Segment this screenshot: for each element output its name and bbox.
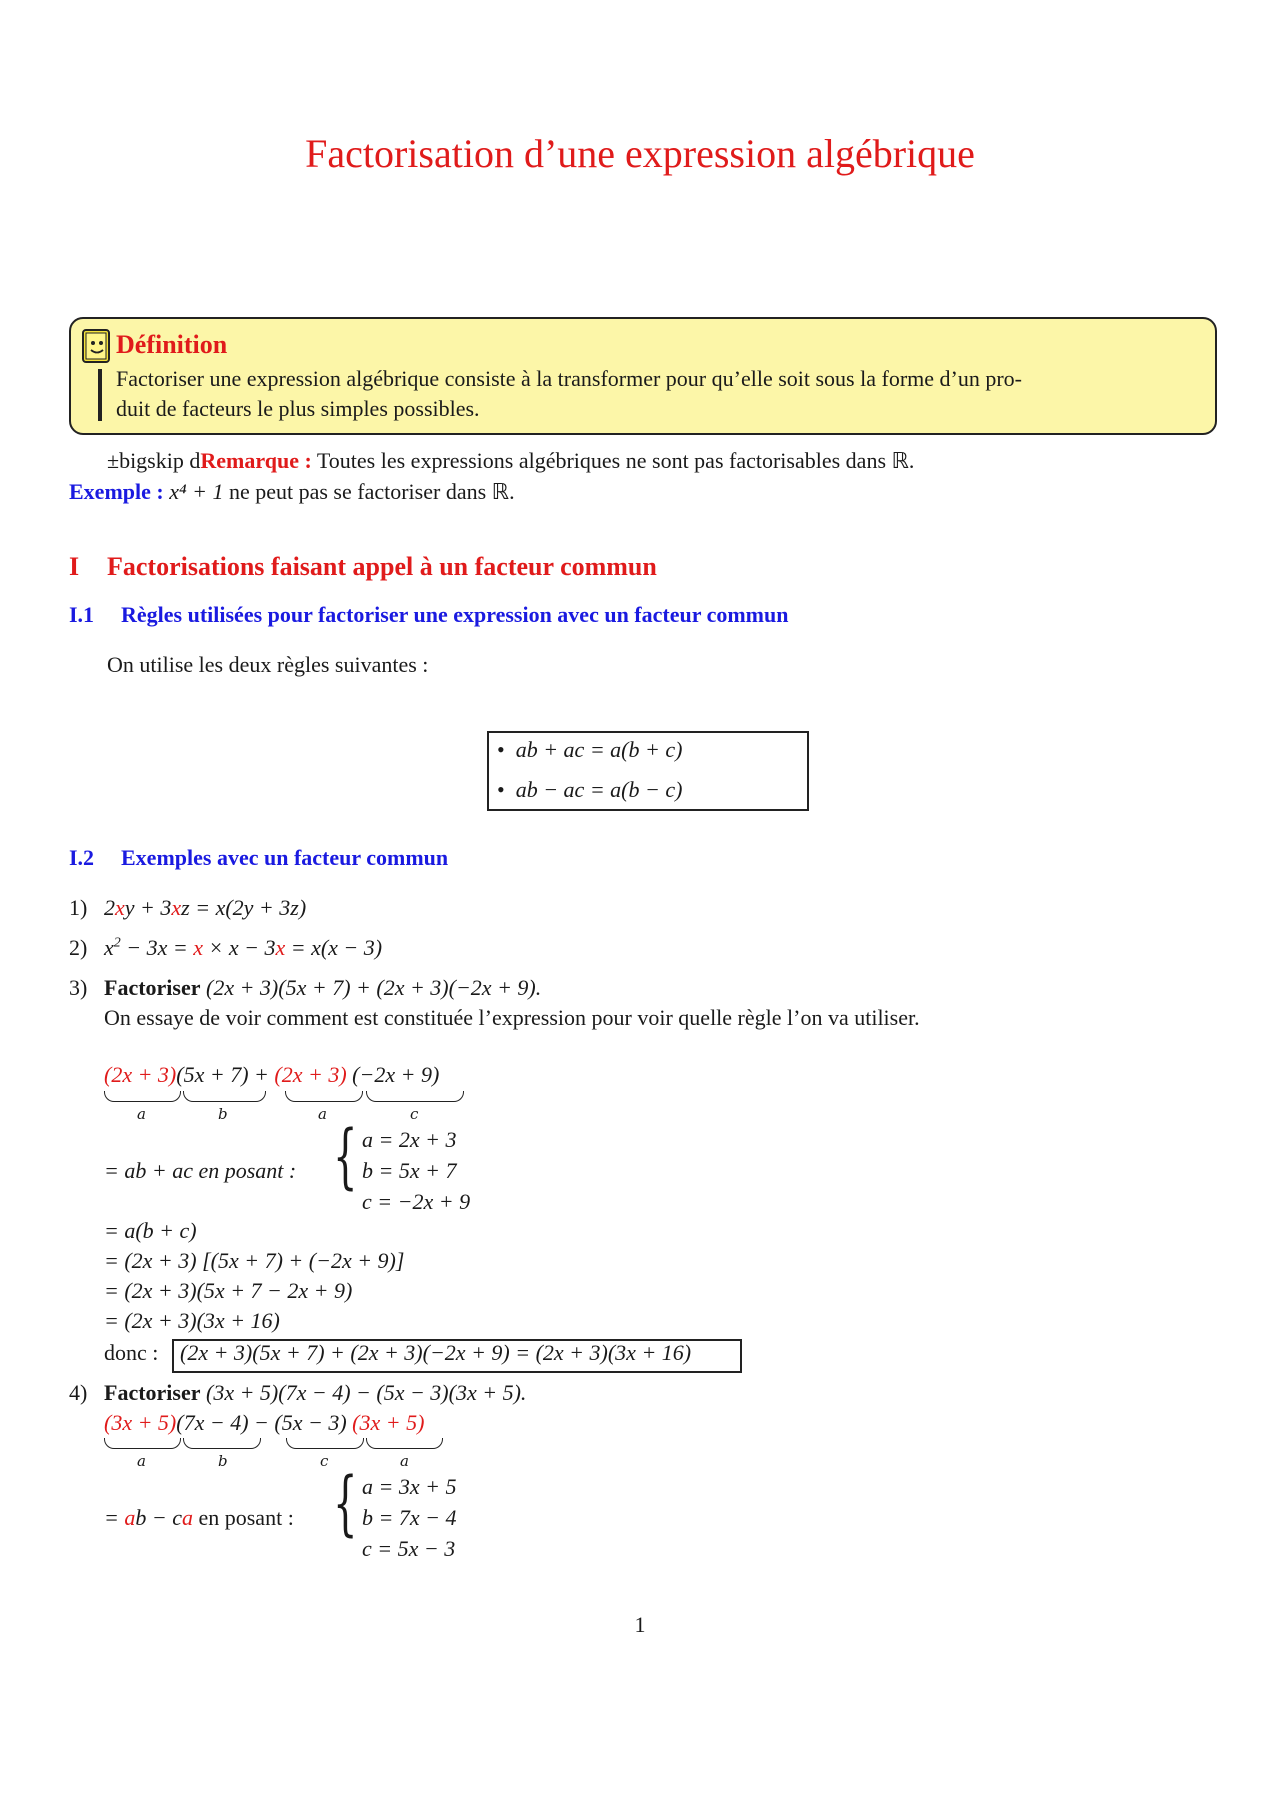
system4-line-2: b = 7x − 4 (362, 1505, 457, 1530)
system-line-3: c = −2x + 9 (362, 1189, 471, 1214)
brace-a1 (104, 1091, 181, 1102)
step-2: = (2x + 3) [(5x + 7) + (−2x + 9)] (104, 1248, 405, 1273)
example-1-number: 1) (69, 895, 88, 920)
remarque-prefix: ±bigskip d (107, 448, 201, 473)
definition-line-2: duit de facteurs le plus simples possibles. (116, 396, 480, 421)
subsection-1-number: I.1 (69, 602, 95, 627)
exemple-text: ne peut pas se factoriser dans ℝ. (223, 479, 515, 504)
system-line-1: a = 2x + 3 (362, 1127, 457, 1152)
definition-heading: Définition (116, 330, 228, 359)
donc-label: donc : (104, 1340, 159, 1365)
system-line-2: b = 5x + 7 (362, 1158, 457, 1183)
page-number: 1 (634, 1612, 646, 1637)
exemple-label: Exemple : (69, 479, 164, 504)
brace-b (183, 1091, 266, 1102)
remarque-line (107, 448, 914, 474)
subsection-2-title: Exemples avec un facteur commun (121, 845, 449, 870)
system4-brace: { (333, 1462, 358, 1544)
example-4-posant: = ab − ca en posant : (104, 1505, 294, 1530)
label4-c: c (320, 1452, 329, 1470)
subsection-1-title: Règles utilisées pour factoriser une expression avec un facteur commun (121, 602, 789, 627)
exemple-math: x⁴ + 1 (169, 479, 224, 504)
label4-a1: a (137, 1452, 146, 1470)
system4-line-1: a = 3x + 5 (362, 1474, 457, 1499)
step-3: = (2x + 3)(5x + 7 − 2x + 9) (104, 1278, 353, 1303)
example-3-comment: On essaye de voir comment est constituée l’expression pour voir quelle règle l’on va utiliser. (104, 1005, 920, 1030)
subsection-2-number: I.2 (69, 845, 95, 870)
example-4-expression: (3x + 5)(7x − 4) − (5x − 3) (3x + 5) (104, 1410, 425, 1435)
remarque-label: Remarque : (200, 448, 312, 473)
rule-2: • ab − ac = a(b − c) (497, 777, 683, 802)
remarque-text: Toutes les expressions algébriques ne sont pas factorisables dans ℝ. (311, 448, 915, 473)
book-icon (80, 326, 114, 366)
step-4: = (2x + 3)(3x + 16) (104, 1308, 280, 1333)
section-1-title: Factorisations faisant appel à un facteur commun (107, 552, 657, 581)
brace4-a1 (104, 1438, 181, 1449)
brace4-b (183, 1438, 261, 1449)
example-3-expression: (2x + 3)(5x + 7) + (2x + 3) (−2x + 9) (104, 1062, 440, 1087)
brace4-c (286, 1438, 364, 1449)
definition-line-1: Factoriser une expression algébrique consiste à la transformer pour qu’elle soit sous la forme d’un pro- (116, 366, 1023, 391)
label-a1: a (137, 1105, 146, 1123)
label4-b: b (218, 1452, 228, 1470)
example-3-number: 3) (69, 975, 88, 1000)
exemple-line (69, 479, 515, 505)
example-4-number: 4) (69, 1380, 88, 1405)
example-1-math: 2xy + 3xz = x(2y + 3z) (104, 895, 307, 920)
example-3-posant: = ab + ac en posant : (104, 1158, 297, 1183)
example-3-statement: Factoriser (2x + 3)(5x + 7) + (2x + 3)(−2x + 9). (104, 975, 542, 1000)
label-c: c (410, 1105, 419, 1123)
rule-1: • ab + ac = a(b + c) (497, 737, 683, 762)
example-4-statement: Factoriser (3x + 5)(7x − 4) − (5x − 3)(3x + 5). (104, 1380, 527, 1405)
brace-c (366, 1091, 464, 1102)
definition-bar (98, 369, 102, 421)
answer-text: (2x + 3)(5x + 7) + (2x + 3)(−2x + 9) = (2x + 3)(3x + 16) (180, 1340, 692, 1365)
label-a2: a (318, 1105, 327, 1123)
example-2-math: $x^2 - 3x = x \times x - 3x = x(x - 3)$ (104, 935, 383, 960)
example-2-number: 2) (69, 935, 88, 960)
label-b: b (218, 1105, 228, 1123)
system-brace: { (333, 1115, 358, 1197)
label4-a2: a (400, 1452, 409, 1470)
page-title: Factorisation d’une expression algébrique (305, 131, 975, 176)
brace4-a2 (366, 1438, 443, 1449)
step-1: = a(b + c) (104, 1218, 197, 1243)
system4-line-3: c = 5x − 3 (362, 1536, 456, 1561)
section-1-number: I (69, 552, 80, 581)
intro-text: On utilise les deux règles suivantes : (107, 652, 429, 677)
brace-a2 (285, 1091, 363, 1102)
